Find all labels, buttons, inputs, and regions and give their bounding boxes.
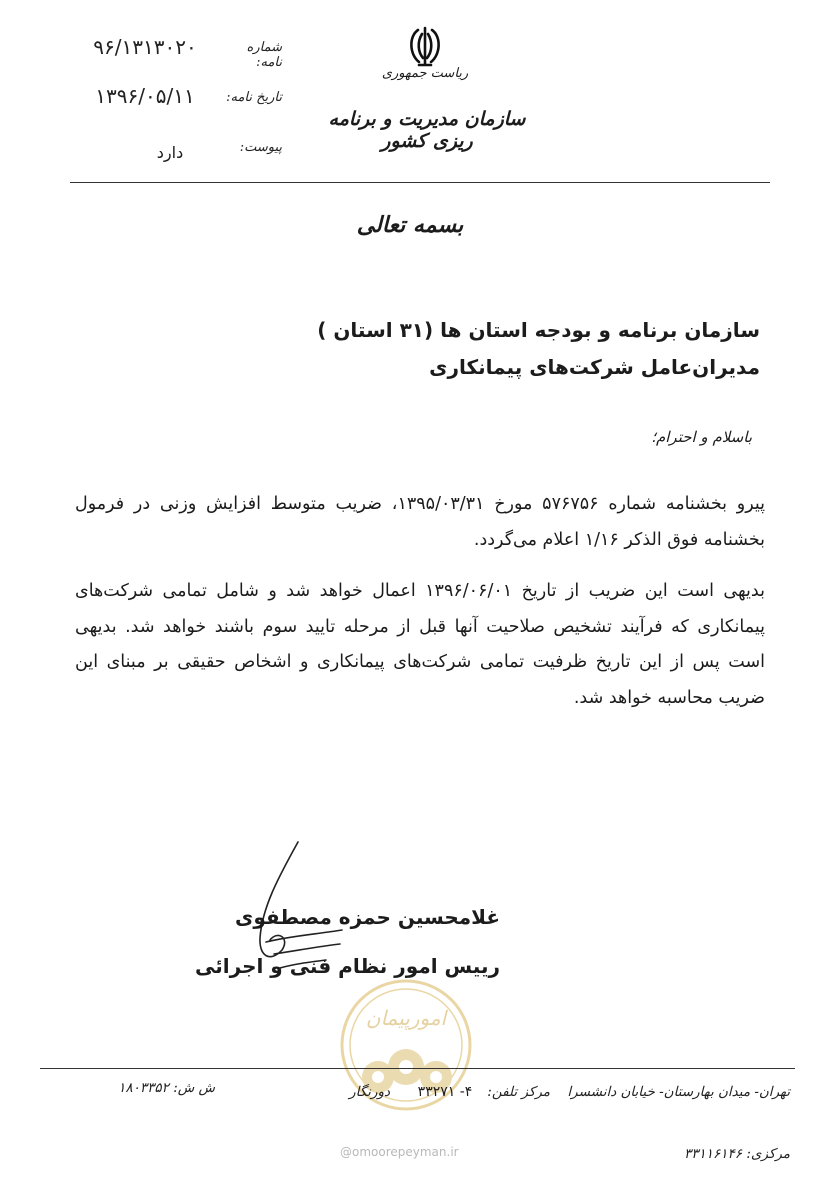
letter-date-label: تاریخ نامه: — [226, 90, 282, 105]
watermark-logo-text: امورپیمان — [365, 1006, 447, 1030]
attachment-value: دارد — [156, 143, 184, 162]
recipient-line-1: سازمان برنامه و بودجه استان ها (۳۱ استان ) — [317, 318, 760, 342]
recipient-line-2: مدیران‌عامل شرکت‌های پیمانکاری — [429, 355, 760, 379]
body-paragraph-1: پیرو بخشنامه شماره ۵۷۶۷۵۶ مورخ ۱۳۹۵/۰۳/۳۱، ضریب متوسط افزایش وزنی در فرمول بخشنامه فوق الذکر ۱/۱۶ اعلام می‌گردد. — [75, 494, 766, 550]
iran-emblem-icon — [405, 24, 445, 70]
salutation: باسلام و احترام؛ — [651, 428, 752, 446]
letter-date-value: ۱۳۹۶/۰۵/۱۱ — [95, 84, 195, 108]
signer-name: غلامحسین حمزه مصطفوی — [235, 905, 500, 929]
letter-number-label: شماره نامه: — [246, 40, 282, 70]
organization-name: سازمان مدیریت و برنامه ریزی کشور — [328, 108, 526, 152]
header-divider — [70, 182, 770, 183]
presidency-title: ریاست جمهوری — [381, 66, 469, 81]
footer-fax-label: دورنگار — [349, 1084, 390, 1100]
footer-address: تهران- میدان بهارستان- خیابان دانشسرا — [567, 1084, 790, 1100]
footer-phone-label: مرکز تلفن: — [487, 1084, 550, 1100]
watermark-url: @omoorepeyman.ir — [340, 1145, 459, 1159]
attachment-label: پیوست: — [239, 140, 282, 155]
footer-phone-value: ۴- ۳۳۲۷۱ — [417, 1084, 473, 1100]
footer-central: مرکزی: ۳۳۱۱۶۱۴۶ — [684, 1146, 790, 1162]
bismillah-heading: بسمه تعالی — [356, 212, 464, 238]
footer-ss: ش ش: ۱۸۰۳۳۵۲ — [118, 1080, 215, 1096]
signer-title: رییس امور نظام فنی و اجرائی — [195, 954, 500, 978]
footer-divider — [40, 1068, 795, 1069]
body-paragraph-2: بدیهی است این ضریب از تاریخ ۱۳۹۶/۰۶/۰۱ اعمال خواهد شد و شامل تمامی شرکت‌های پیمانکاری که فرآیند تشخیص صلاحیت آنها قبل از مرحله تایید سوم باشند خواهد شد. بدیهی است پس از این تاریخ ظرفیت تمامی شرکت‌های پیمانکاری و اشخاص حقیقی بر مبنای این ضریب محاسبه خواهد شد. — [75, 581, 765, 708]
letter-number-value: ۹۶/۱۳۱۳۰۲۰ — [93, 35, 197, 59]
